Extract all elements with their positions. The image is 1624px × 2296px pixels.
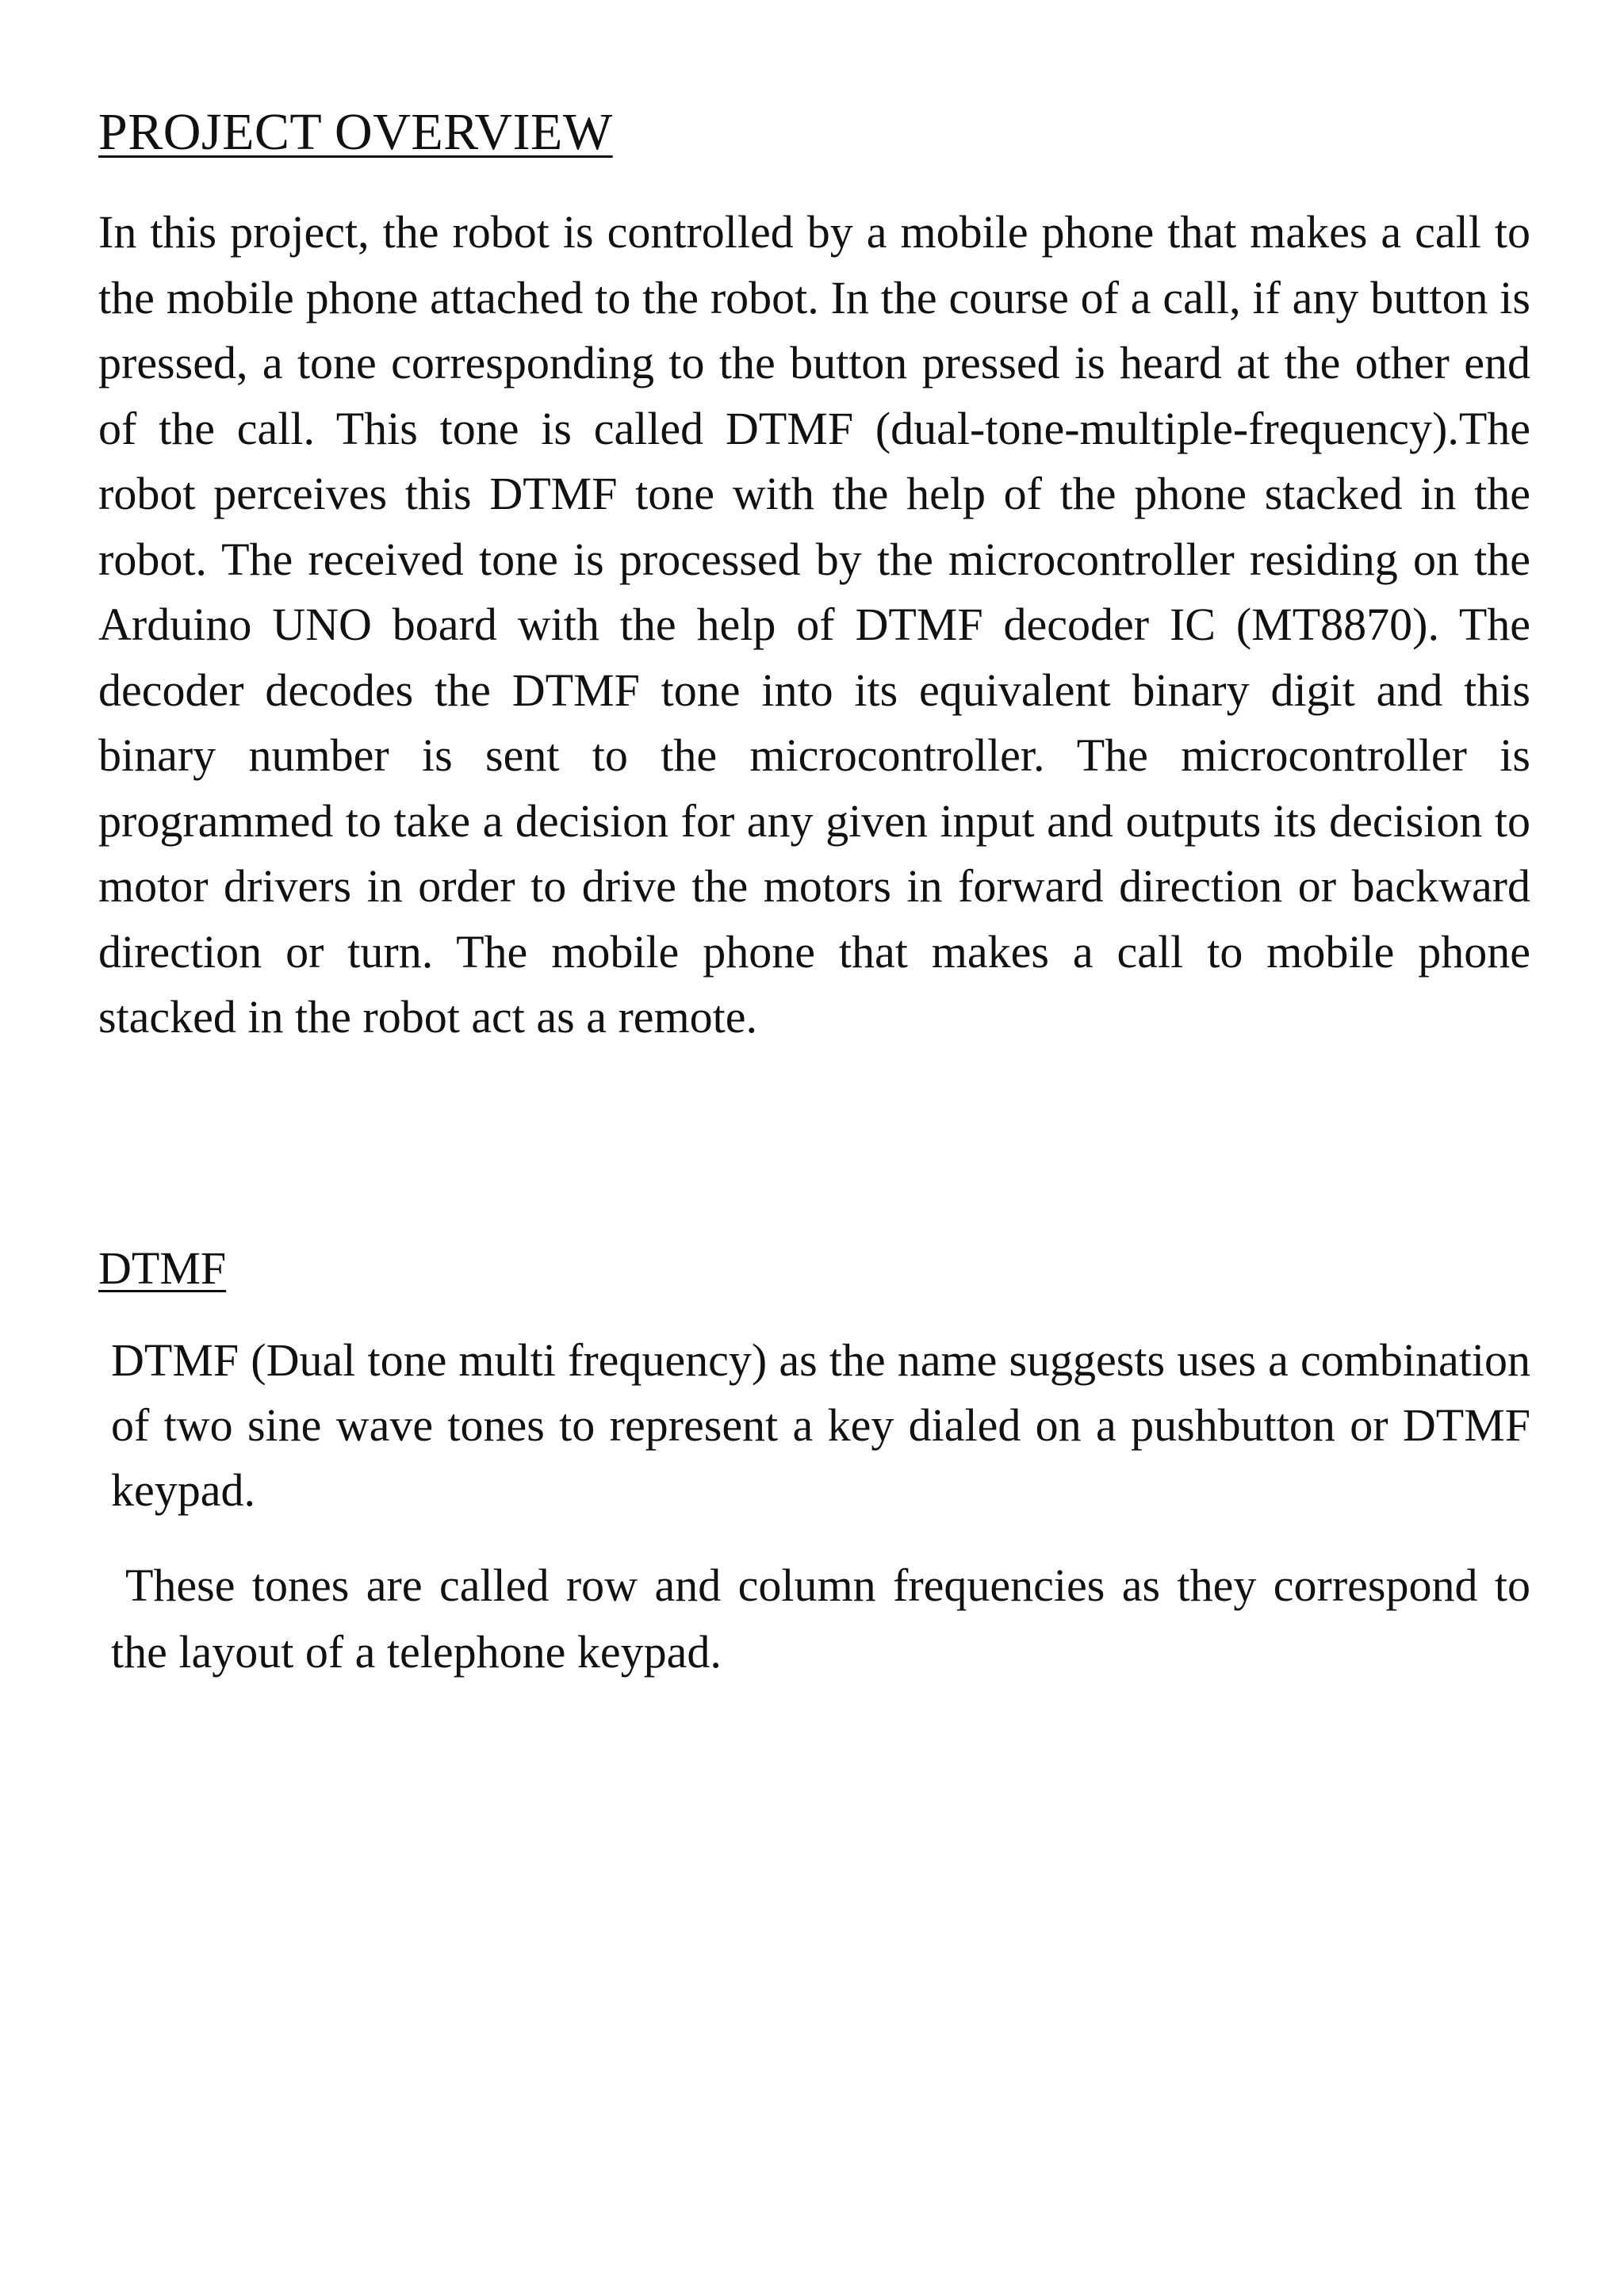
project-overview-paragraph: In this project, the robot is controlled by a mobile phone that makes a call to the mobile phone attached to the robot. In the course of a call, if any button is pressed, a tone corresponding to the button pressed is heard at the other end of the call. This tone is called DTMF (dual-tone-multiple-frequency).The robot perceives this DTMF tone with the help of the phone stacked in the robot. The received tone is processed by the microcontroller residing on the Arduino UNO board with the help of DTMF decoder IC (MT8870). The decoder decodes the DTMF tone into its equivalent binary digit and this binary number is sent to the microcontroller. The microcontroller is programmed to take a decision for any given input and outputs its decision to motor drivers in order to drive the motors in forward direction or backward direction or turn. The mobile phone that makes a call to mobile phone stacked in the robot act as a remote. <box>98 206 1530 1043</box>
project-overview-heading: PROJECT OVERVIEW <box>98 103 613 161</box>
dtmf-heading: DTMF <box>98 1242 227 1294</box>
dtmf-paragraph-definition: DTMF (Dual tone multi frequency) as the name suggests uses a combination of two sine wave tones to represent a key dialed on a pushbutton or DTMF keypad. <box>111 1334 1530 1516</box>
dtmf-paragraph-frequencies: These tones are called row and column frequencies as they correspond to the layout of a telephone keypad. <box>111 1559 1530 1678</box>
